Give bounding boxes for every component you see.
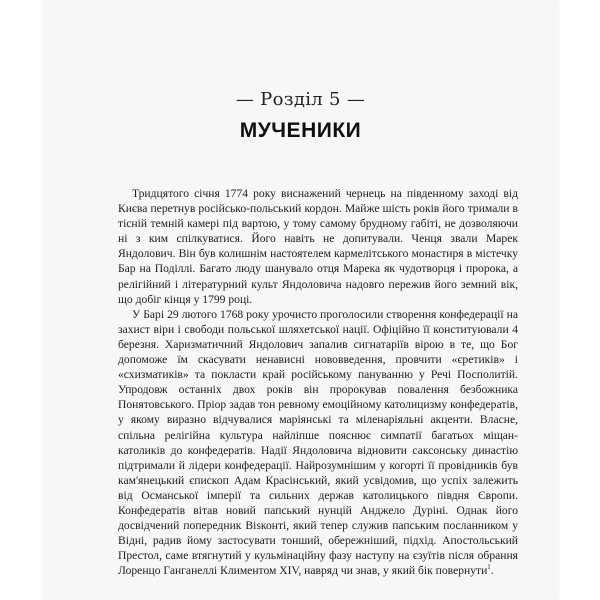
paragraph-2-text: У Барі 29 лютого 1768 року урочисто проголосили створення конфедерації на захист віри і свободи польської шляхетської нації. Офіційно її конституювали 4 березня. Харизматичний Яндолович запалив сигнатаріїв вірою в те, що Бог допоможе їм скасувати ненависні нововведення, провчити «єретиків» і «схизматиків» та покласти край російському пануванню у Речі Посполитій. Упродовж останніх двох років він пророкував повалення безбожника Понятовського. Пріор задав тон ревному емоційному католицизму конфедератів, у якому виразно відчувалися маріянські та міленаріяльні акценти. Власне, спільна релігійна культура найліпше пояснює симпатії багатьох міщан-католиків до конфедератів. Надії Яндоловича відновити саксонську династію підтримали й лідери конфедерації. Найрозумнішим у когорті її провідників був кам'янецький єпископ Адам Красінський, який усвідомив, що успіх залежить від Османської імперії та сильних держав католицького півдня Європи. Конфедератів вітав новий папський нунцій Анджело Дуріні. Однак його досвідчений попередник Віsконті, який тепер служив папським посланником у Відні, радив йому застосувати тонший, обережніший, підхід. Апостольський Престол, саме втягнутий у кульмінаційну фазу наступу на єзуїтів після обрання Лоренцо Ганганеллі Климентом XIV, навряд чи знав, у який бік повернути [118, 307, 518, 578]
chapter-number: — Розділ 5 — [235, 89, 366, 110]
paragraph-2-end: . [490, 564, 494, 578]
book-page [43, 0, 558, 600]
body-text [118, 186, 518, 578]
paragraph-2 [118, 307, 518, 579]
chapter-title: МУЧЕНИКИ [239, 119, 362, 142]
footnote-marker: 1 [487, 563, 491, 572]
paragraph-1: Тридцятого січня 1774 року виснажений чернець на південному заході від Києва перетнув російсько-польський кордон. Майже шість років його тримали в тісній темній камері під вартою, у тому самому брудному габіті, не дозволяючи ні з ким спілкуватися. Його навіть не допитували. Ченця звали Марек Яндолович. Він був колишнім настоятелем кармелітського монастиря в містечку Бар на Поділлі. Багато люду шанувало отця Марека як чудотворця і пророка, а релігійний і літературний культ Яндоловича надовго пережив його земний вік, що добіг кінця у 1799 році. [118, 187, 518, 306]
